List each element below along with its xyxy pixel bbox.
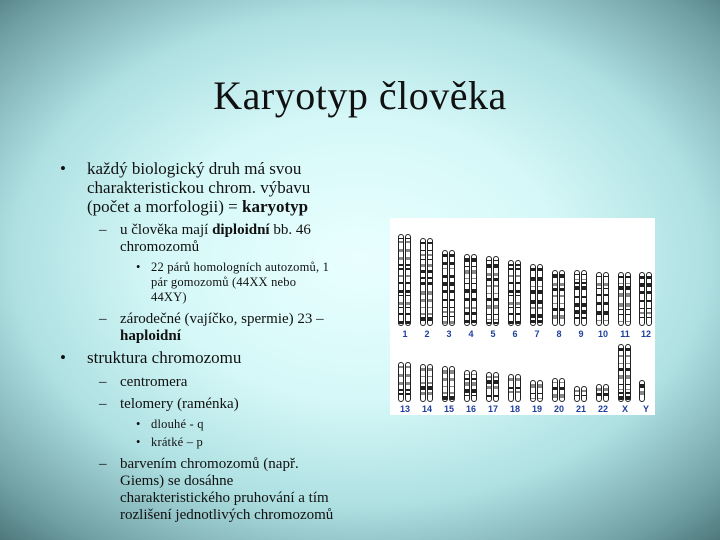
chromosome-number-label: 15 (443, 404, 454, 414)
chromosome (471, 254, 477, 326)
sub-bullet-text: zárodečné (vajíčko, spermie) 23 – (120, 311, 324, 327)
chromosome-number-label: 7 (534, 329, 540, 339)
subsub-bullet-text: 22 párů homologních autozomů, 1 (151, 260, 330, 274)
chromosome (581, 270, 587, 326)
chromosome (442, 366, 448, 402)
chromosome-number-label: Y (642, 404, 649, 414)
chromosome-number-label: 5 (490, 329, 496, 339)
chromosome-number-label: 22 (597, 404, 608, 414)
bullet-text: charakteristickou chrom. výbavu (87, 178, 311, 197)
chromosome-number-label: X (621, 404, 628, 414)
chromosome-number-label: 1 (402, 329, 408, 339)
sub-bullet-text: u člověka mají diploidní bb. 46 (120, 222, 311, 238)
chromosome (596, 272, 602, 326)
chromosome-number-label: 17 (487, 404, 498, 414)
chromosome (427, 364, 433, 402)
chromosome (464, 254, 470, 326)
bullet-text: struktura chromozomu (87, 348, 242, 367)
chromosome-number-label: 21 (575, 404, 586, 414)
bullet-text: (počet a morfologii) = karyotyp (87, 197, 309, 216)
sub-bullet-text: rozlišení jednotlivých chromozomů (120, 507, 334, 523)
chromosome (618, 272, 624, 326)
sub-bullet-text: telomery (raménka) (120, 396, 239, 412)
slide-title: Karyotyp člověka (213, 73, 507, 118)
dash-marker: – (99, 311, 107, 327)
chromosome (515, 260, 521, 326)
chromosome (486, 256, 492, 326)
chromosome-number-label: 13 (399, 404, 410, 414)
chromosome (559, 378, 565, 402)
chromosome-number-label: 11 (620, 329, 630, 339)
chromosome-number-label: 9 (578, 329, 584, 339)
chromosome (552, 270, 558, 326)
chromosome (639, 272, 645, 326)
chromosome (574, 386, 580, 402)
chromosome-number-label: 2 (424, 329, 430, 339)
chromosome (530, 264, 536, 326)
chromosome (398, 362, 404, 402)
sub-bullet-text: chromozomů (120, 239, 200, 255)
bullet-marker: • (136, 260, 141, 274)
sub-bullet-text: charakteristického pruhování a tím (120, 490, 329, 506)
chromosome (405, 234, 411, 326)
chromosome (515, 374, 521, 402)
bullet-marker: • (60, 348, 66, 367)
chromosome (603, 272, 609, 326)
bullet-marker: • (136, 435, 141, 449)
subsub-bullet-text: pár gomozomů (44XX nebo (151, 275, 297, 289)
karyotype-image (390, 218, 655, 415)
bullet-marker: • (60, 159, 66, 178)
chromosome (486, 372, 492, 402)
dash-marker: – (99, 222, 107, 238)
chromosome (471, 370, 477, 402)
chromosome (442, 250, 448, 326)
sub-bullet-text: haploidní (120, 328, 181, 344)
subsub-bullet-text: dlouhé - q (151, 417, 204, 431)
chromosome (398, 234, 404, 326)
dash-marker: – (99, 396, 107, 412)
dash-marker: – (99, 374, 107, 390)
chromosome (493, 372, 499, 402)
chromosome (420, 364, 426, 402)
chromosome (537, 380, 543, 402)
chromosome-number-label: 10 (597, 329, 608, 339)
chromosome (574, 270, 580, 326)
subsub-bullet-text: krátké – p (151, 435, 203, 449)
chromosome (581, 386, 587, 402)
chromosome-number-label: 18 (509, 404, 520, 414)
chromosome-number-label: 3 (446, 329, 452, 339)
bullet-marker: • (136, 417, 141, 431)
chromosome (552, 378, 558, 402)
chromosome (646, 272, 652, 326)
chromosome (625, 344, 631, 402)
chromosome-number-label: 4 (468, 329, 474, 339)
chromosome-number-label: 8 (556, 329, 562, 339)
sub-bullet-text: barvením chromozomů (např. (120, 456, 299, 472)
chromosome (603, 384, 609, 402)
chromosome-number-label: 19 (531, 404, 542, 414)
chromosome (464, 370, 470, 402)
dash-marker: – (99, 456, 107, 472)
chromosome (618, 344, 624, 402)
chromosome (625, 272, 631, 326)
chromosome (559, 270, 565, 326)
chromosome (530, 380, 536, 402)
chromosome (596, 384, 602, 402)
chromosome (639, 380, 645, 402)
chromosome-number-label: 6 (512, 329, 518, 339)
bullet-text: každý biologický druh má svou (87, 159, 302, 178)
chromosome (537, 264, 543, 326)
chromosome-number-label: 14 (421, 404, 432, 414)
chromosome-number-label: 20 (553, 404, 564, 414)
chromosome (508, 260, 514, 326)
chromosome (493, 256, 499, 326)
chromosome (508, 374, 514, 402)
chromosome (449, 366, 455, 402)
chromosome-number-label: 12 (640, 329, 651, 339)
chromosome (405, 362, 411, 402)
sub-bullet-text: centromera (120, 374, 188, 390)
subsub-bullet-text: 44XY) (151, 290, 187, 304)
chromosome (449, 250, 455, 326)
chromosome (420, 238, 426, 326)
sub-bullet-text: Giems) se dosáhne (120, 473, 234, 489)
chromosome-number-label: 16 (465, 404, 476, 414)
chromosome (427, 238, 433, 326)
